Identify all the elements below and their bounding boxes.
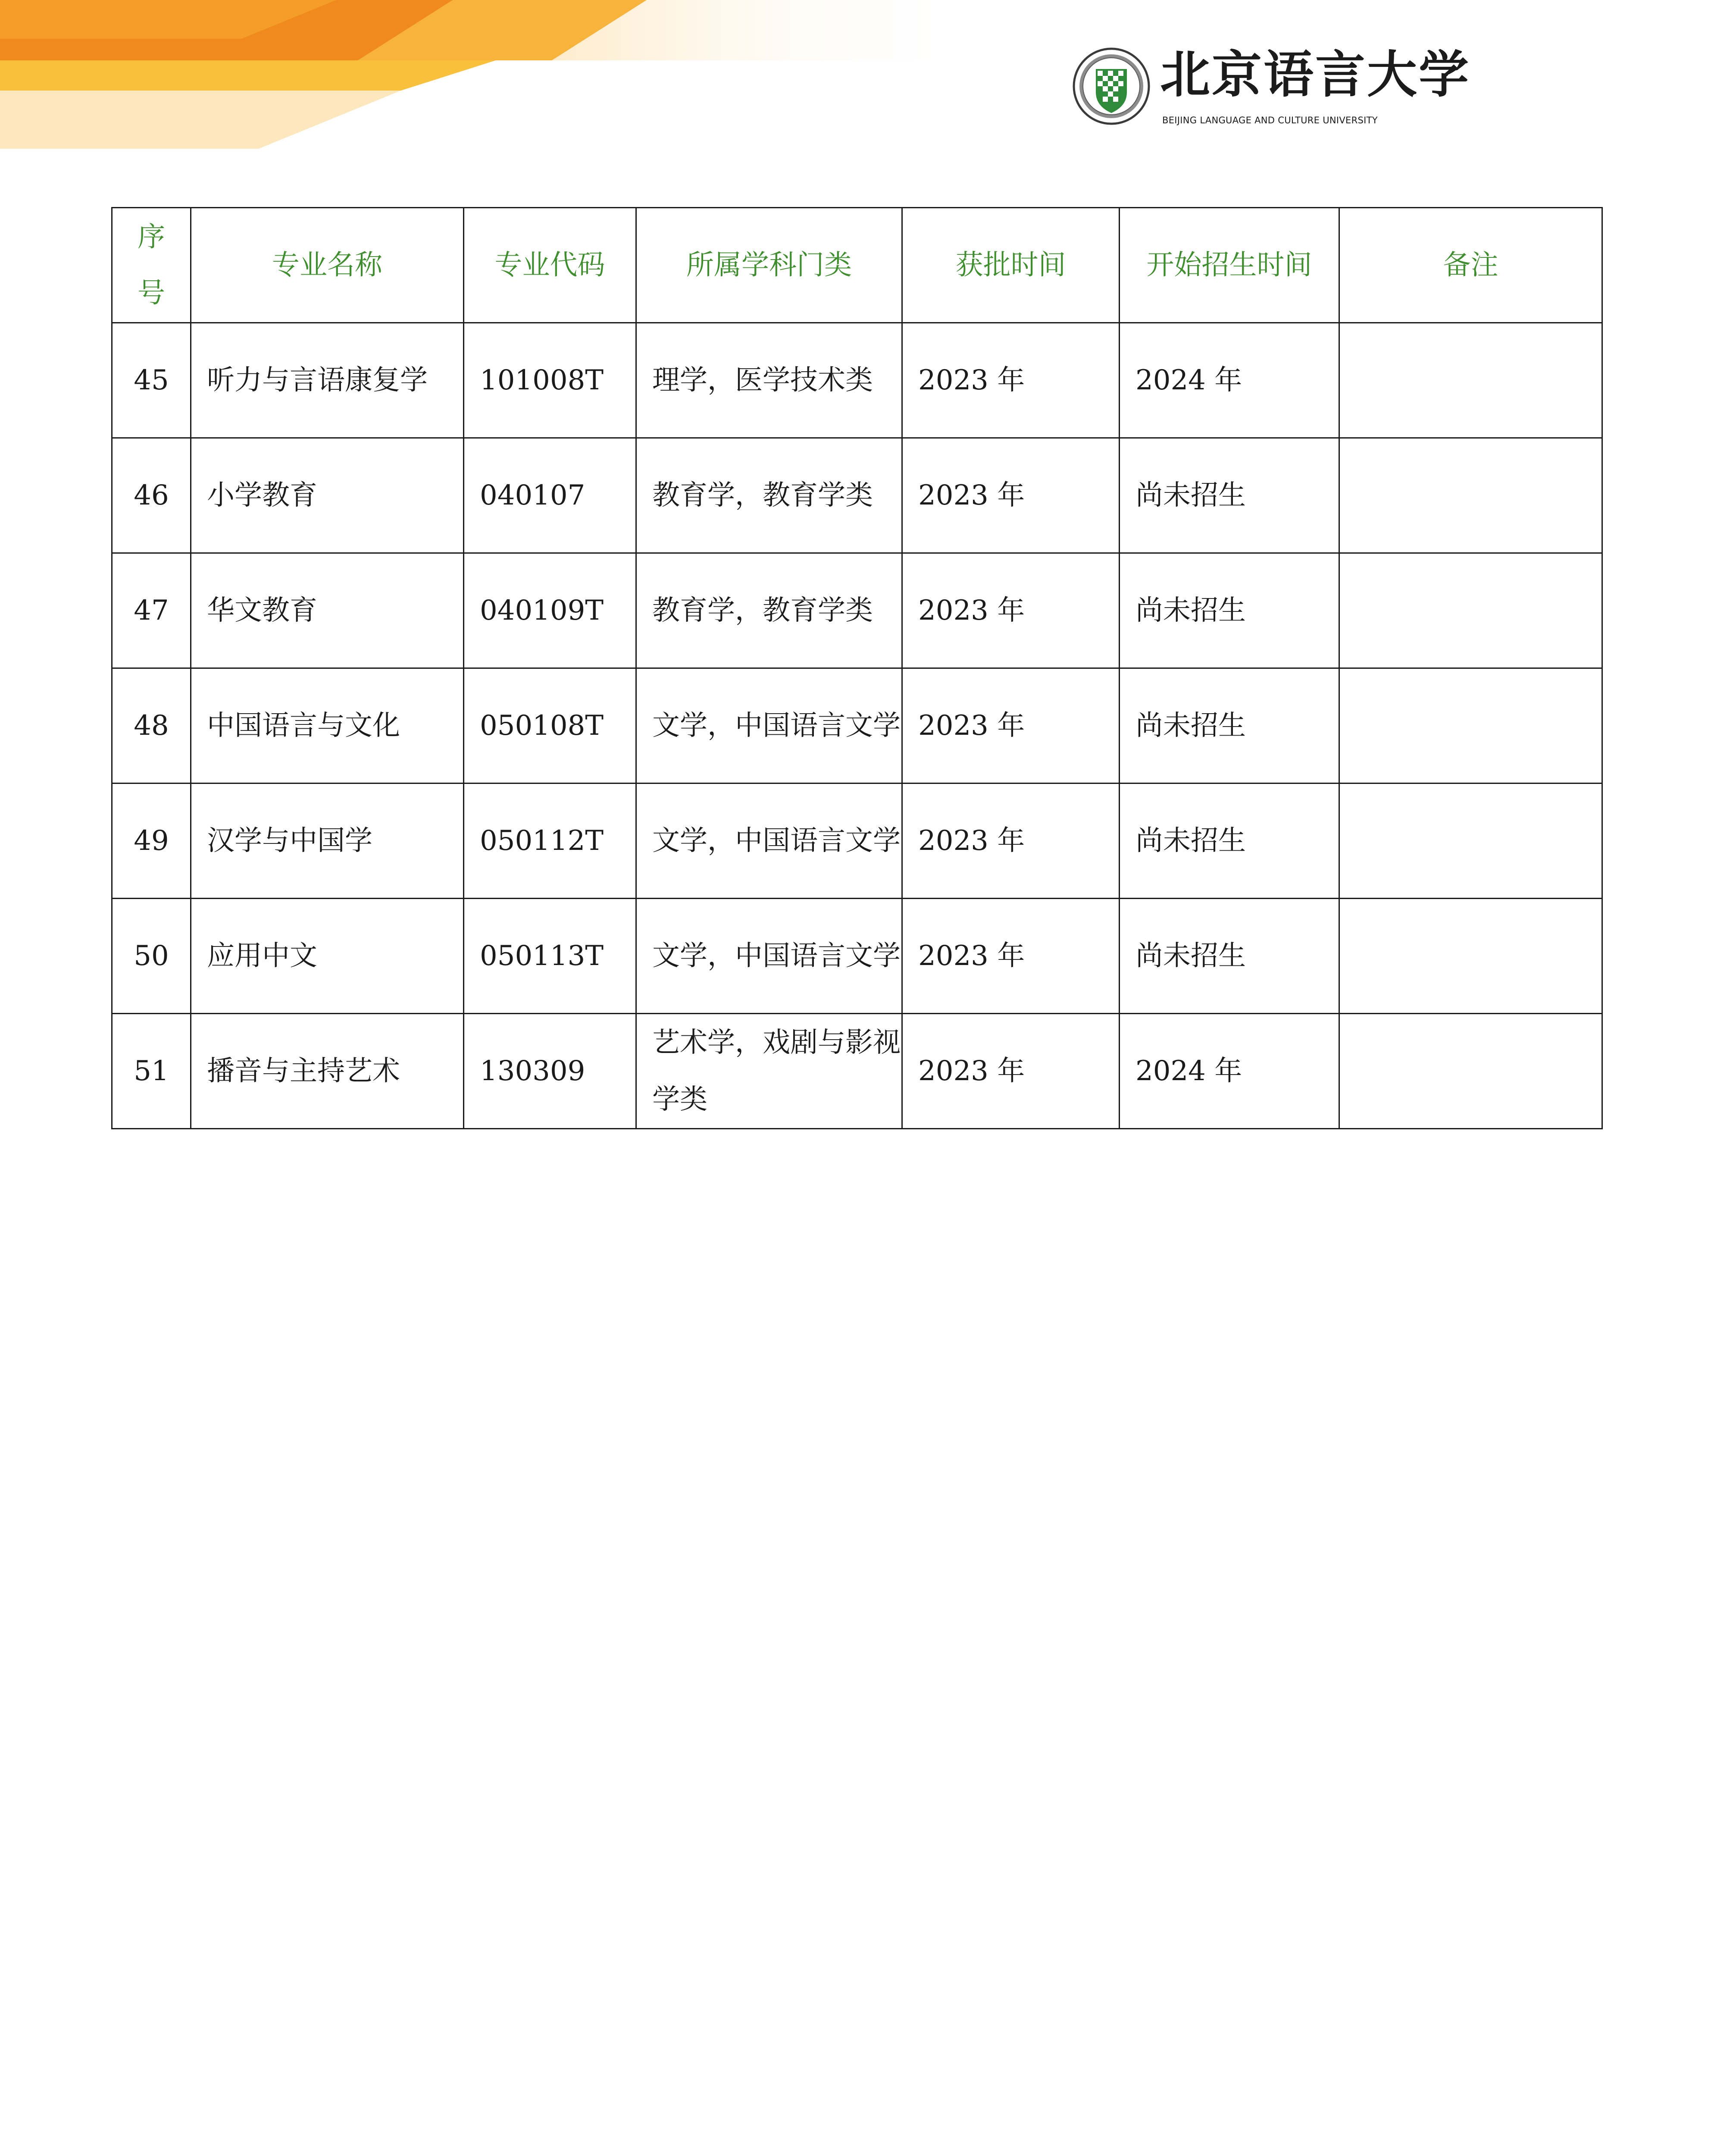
cell-remarks bbox=[1339, 553, 1602, 668]
cell-enrollment-start: 尚未招生 bbox=[1120, 783, 1339, 899]
header-major-name: 专业名称 bbox=[191, 208, 464, 323]
cell-major-code: 050112T bbox=[464, 783, 636, 899]
cell-discipline-category: 文学，中国语言文学 bbox=[636, 668, 902, 783]
cell-enrollment-start: 尚未招生 bbox=[1120, 668, 1339, 783]
header-major-code: 专业代码 bbox=[464, 208, 636, 323]
table-row bbox=[112, 553, 1602, 668]
cell-major-name: 中国语言与文化 bbox=[191, 668, 464, 783]
cell-discipline-category: 理学，医学技术类 bbox=[636, 323, 902, 438]
header-discipline-category: 所属学科门类 bbox=[636, 208, 902, 323]
table-row bbox=[112, 668, 1602, 783]
cell-approval-time: 2023 年 bbox=[902, 783, 1120, 899]
cell-seq: 48 bbox=[112, 668, 191, 783]
cell-major-name: 华文教育 bbox=[191, 553, 464, 668]
cell-approval-time: 2023 年 bbox=[902, 438, 1120, 553]
program-table bbox=[111, 207, 1603, 1129]
cell-remarks bbox=[1339, 1014, 1602, 1129]
cell-major-name: 应用中文 bbox=[191, 899, 464, 1014]
cell-seq: 45 bbox=[112, 323, 191, 438]
cell-discipline-category: 文学，中国语言文学 bbox=[636, 783, 902, 899]
university-seal-icon bbox=[1073, 47, 1150, 125]
header-approval-time: 获批时间 bbox=[902, 208, 1120, 323]
cell-enrollment-start: 尚未招生 bbox=[1120, 553, 1339, 668]
table-header-row bbox=[112, 208, 1602, 323]
cell-discipline-category: 文学，中国语言文学 bbox=[636, 899, 902, 1014]
university-logo bbox=[1073, 45, 1470, 133]
table-row bbox=[112, 323, 1602, 438]
cell-enrollment-start: 2024 年 bbox=[1120, 323, 1339, 438]
header-remarks: 备注 bbox=[1339, 208, 1602, 323]
cell-seq: 50 bbox=[112, 899, 191, 1014]
cell-enrollment-start: 2024 年 bbox=[1120, 1014, 1339, 1129]
cell-approval-time: 2023 年 bbox=[902, 899, 1120, 1014]
cell-remarks bbox=[1339, 899, 1602, 1014]
cell-major-name: 播音与主持艺术 bbox=[191, 1014, 464, 1129]
cell-major-code: 050113T bbox=[464, 899, 636, 1014]
cell-seq: 49 bbox=[112, 783, 191, 899]
cell-seq: 46 bbox=[112, 438, 191, 553]
cell-discipline-category: 教育学，教育学类 bbox=[636, 438, 902, 553]
cell-seq: 47 bbox=[112, 553, 191, 668]
header-enrollment-start: 开始招生时间 bbox=[1120, 208, 1339, 323]
cell-approval-time: 2023 年 bbox=[902, 323, 1120, 438]
cell-enrollment-start: 尚未招生 bbox=[1120, 899, 1339, 1014]
cell-major-code: 050108T bbox=[464, 668, 636, 783]
cell-major-name: 小学教育 bbox=[191, 438, 464, 553]
cell-remarks bbox=[1339, 783, 1602, 899]
table-row bbox=[112, 899, 1602, 1014]
cell-major-code: 130309 bbox=[464, 1014, 636, 1129]
cell-major-name: 听力与言语康复学 bbox=[191, 323, 464, 438]
cell-major-code: 040109T bbox=[464, 553, 636, 668]
cell-remarks bbox=[1339, 438, 1602, 553]
table-row bbox=[112, 783, 1602, 899]
cell-enrollment-start: 尚未招生 bbox=[1120, 438, 1339, 553]
university-name-cn: 北京语言大学 bbox=[1160, 45, 1470, 104]
cell-major-code: 101008T bbox=[464, 323, 636, 438]
table-row bbox=[112, 1014, 1602, 1129]
cell-discipline-category: 教育学，教育学类 bbox=[636, 553, 902, 668]
cell-approval-time: 2023 年 bbox=[902, 1014, 1120, 1129]
cell-remarks bbox=[1339, 668, 1602, 783]
cell-approval-time: 2023 年 bbox=[902, 668, 1120, 783]
cell-seq: 51 bbox=[112, 1014, 191, 1129]
table-row bbox=[112, 438, 1602, 553]
cell-major-code: 040107 bbox=[464, 438, 636, 553]
cell-major-name: 汉学与中国学 bbox=[191, 783, 464, 899]
cell-approval-time: 2023 年 bbox=[902, 553, 1120, 668]
header-seq: 序号 bbox=[112, 208, 191, 323]
university-name-en: BEIJING LANGUAGE AND CULTURE UNIVERSITY bbox=[1162, 115, 1378, 125]
cell-discipline-category: 艺术学，戏剧与影视学类 bbox=[636, 1014, 902, 1129]
cell-remarks bbox=[1339, 323, 1602, 438]
